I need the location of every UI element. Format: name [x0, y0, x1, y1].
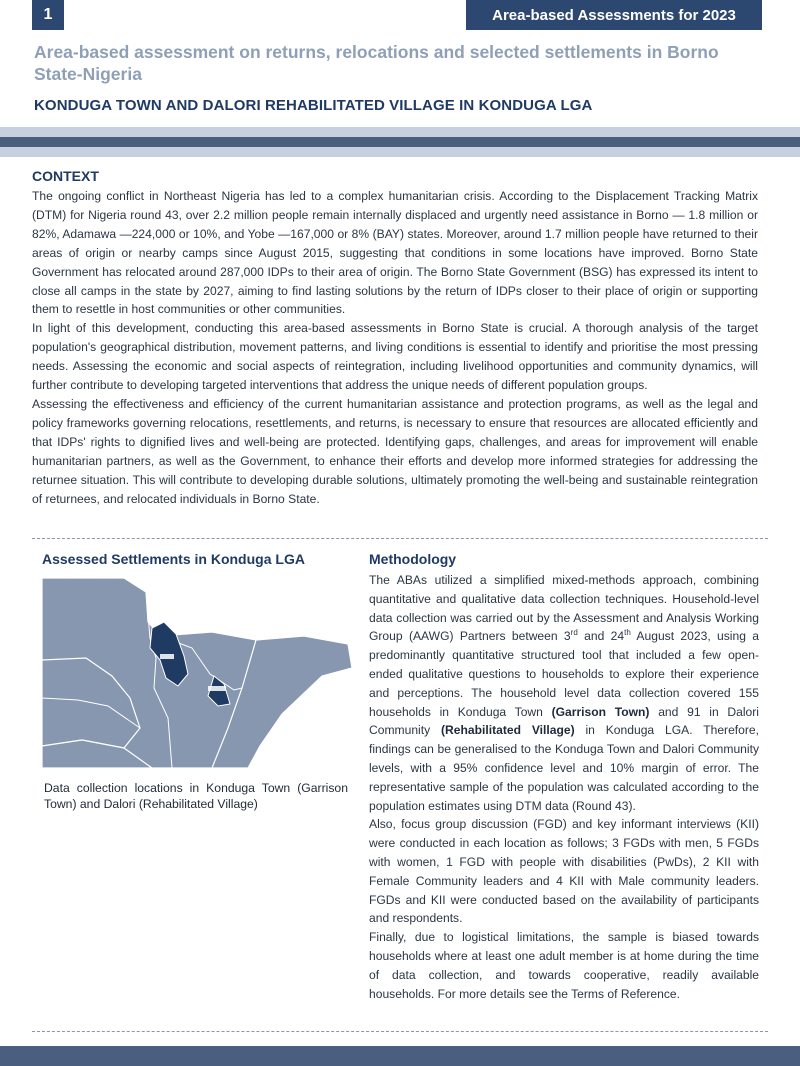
konduga-lga-map — [42, 578, 352, 768]
document-title: Area-based assessment on returns, relocations and selected settlements in Borno State-Nigeria — [34, 42, 719, 84]
dalori-label: (Rehabilitated Village) — [441, 723, 575, 738]
page-number: 1 — [32, 0, 64, 30]
context-paragraph-3: Assessing the effectiveness and efficiency of the current humanitarian assistance and protection programs, as well as the legal and policy frameworks governing relocations, resettlements, and returns, is necessary to ensure that resources are allocated efficiently and that IDPs' rights to dignified lives and well-being are protected. Identifying gaps, challenges, and areas for improvement will enable humanitarian partners, as well as the Government, to enhance their efforts and develop more informed strategies for addressing the returnee situation. This will contribute to developing durable solutions, ultimately promoting the well-being and sustainable reintegration of returnees, and relocated individuals in Borno State. — [32, 396, 758, 506]
context-body — [32, 187, 758, 508]
methodology-paragraph-3: Finally, due to logistical limitations, the sample is biased towards households where at least one adult member is at home during the time of data collection, and towards cooperative, readily available households. For more details see the Terms of Reference. — [369, 930, 759, 1001]
map-caption: Data collection locations in Konduga Town (Garrison Town) and Dalori (Rehabilitated Village) — [44, 781, 348, 811]
section-divider-top — [32, 538, 768, 539]
methodology-heading: Methodology — [369, 551, 457, 567]
methodology-paragraph-2: Also, focus group discussion (FGD) and key informant interviews (KII) were conducted in each location as follows; 3 FGDs with men, 5 FGDs with women, 1 FGD with people with disabilities (PwDs), 2 KII with Female Community leaders and 4 KII with Male community leaders. FGDs and KII were conducted based on the availability of participants and respondents. — [369, 817, 759, 926]
dalori-marker — [208, 686, 226, 691]
context-paragraph-1: The ongoing conflict in Northeast Nigeria has led to a complex humanitarian crisis. According to the Displacement Tracking Matrix (DTM) for Nigeria round 43, over 2.2 million people remain internally displaced and urgently need assistance in Borno — 1.8 million or 82%, Adamawa —224,000 or 10%, and Yobe —167,000 or 8% (BAY) states. Moreover, around 1.7 million people have returned to their areas of origin or nearby camps since August 2015, suggesting that conditions in some locations have improved. Borno State Government has relocated around 287,000 IDPs to their area of origin. The Borno State Government (BSG) has expressed its intent to close all camps in the state by 2027, aiming to find lasting solutions by the return of IDPs closer to their place of origin or supporting them to resettle in host communities or other communities. — [32, 189, 758, 317]
header-band-dark — [0, 137, 800, 147]
header-band-light-top — [0, 127, 800, 137]
konduga-town-label: (Garrison Town) — [551, 704, 650, 719]
methodology-body — [369, 571, 759, 1003]
context-heading: CONTEXT — [32, 168, 99, 184]
footer-band — [0, 1046, 800, 1066]
methodology-paragraph-1: The ABAs utilized a simplified mixed-methods approach, combining quantitative and qualitative data collection techniques. Household-level data collection was carried out by the Assessment and Analysis Working Group (AAWG) Partners between 3rd and 24th August 2023, using a predominantly quantitative structured tool that included a few open-ended qualitative questions to households to explore their experience and perceptions. The household level data collection covered 155 households in Konduga Town (Garrison Town) and 91 in Dalori Community (Rehabilitated Village) in Konduga LGA. Therefore, findings can be generalised to the Konduga Town and Dalori Community levels, with a 95% confidence level and 10% margin of error. The representative sample of the population was calculated according to the population estimates using DTM data (Round 43). — [369, 573, 759, 813]
map-land-regions — [42, 578, 352, 768]
header-tag: Area-based Assessments for 2023 — [466, 0, 762, 30]
header-band-light-bottom — [0, 147, 800, 157]
section-divider-bottom — [32, 1031, 768, 1032]
konduga-town-marker — [160, 654, 174, 659]
context-paragraph-2: In light of this development, conducting this area-based assessments in Borno State is crucial. A thorough analysis of the target population's geographical distribution, movement patterns, and living conditions is essential to identify and prioritise the most pressing needs. Assessing the economic and social aspects of reintegration, including livelihood opportunities and community dynamics, will further contribute to developing targeted interventions that address the unique needs of different population groups. — [32, 321, 758, 393]
document-subtitle: KONDUGA TOWN AND DALORI REHABILITATED VILLAGE IN KONDUGA LGA — [34, 97, 593, 114]
map-heading: Assessed Settlements in Konduga LGA — [42, 551, 305, 567]
